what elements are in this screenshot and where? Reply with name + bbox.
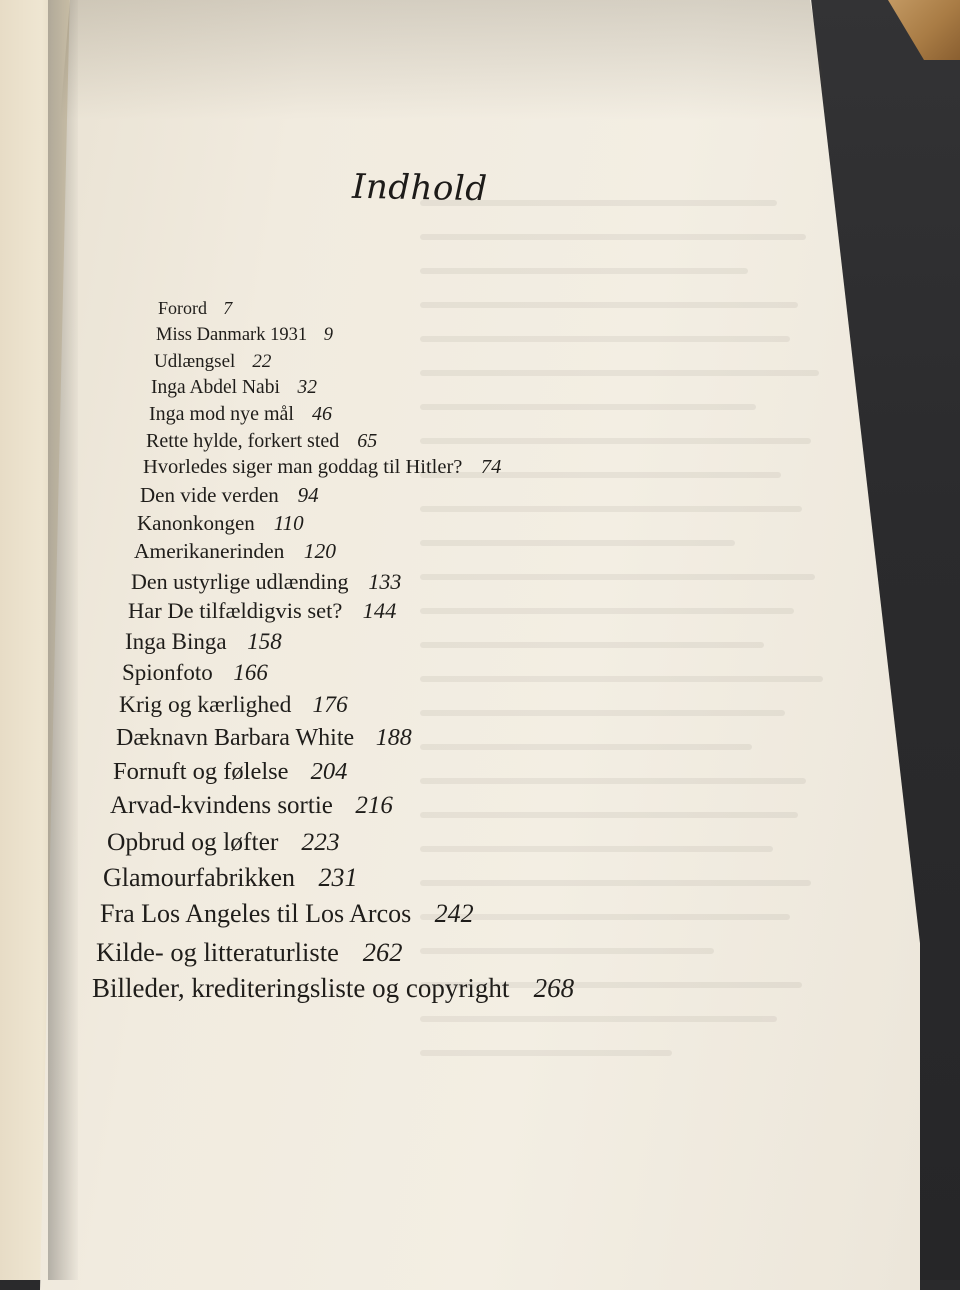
toc-entry bbox=[92, 973, 574, 1004]
toc-entry-title: Den vide verden bbox=[140, 483, 279, 507]
toc-entry-title: Glamourfabrikken bbox=[103, 863, 296, 892]
toc-entry bbox=[137, 511, 304, 536]
toc-entry-title: Hvorledes siger man goddag til Hitler? bbox=[143, 456, 463, 478]
toc-entry bbox=[107, 827, 340, 857]
toc-entry-page-number: 22 bbox=[252, 351, 272, 372]
toc-entry-title: Opbrud og løfter bbox=[107, 827, 279, 856]
toc-entry-title: Fornuft og følelse bbox=[113, 758, 289, 785]
toc-entry-page-number: 144 bbox=[362, 598, 397, 623]
toc-entry-page-number: 133 bbox=[368, 569, 402, 594]
toc-entry-page-number: 176 bbox=[312, 692, 348, 718]
toc-entry-title: Krig og kærlighed bbox=[119, 692, 292, 718]
toc-entry bbox=[131, 569, 401, 595]
toc-entry-page-number: 166 bbox=[233, 660, 268, 685]
toc-entry bbox=[122, 660, 268, 686]
toc-entry-page-number: 9 bbox=[323, 325, 333, 345]
toc-entry bbox=[128, 598, 396, 624]
toc-entry-page-number: 32 bbox=[297, 377, 317, 398]
toc-entry-page-number: 262 bbox=[362, 937, 403, 967]
toc-entry-title: Forord bbox=[158, 298, 207, 318]
toc-entry-title: Inga mod nye mål bbox=[149, 403, 294, 425]
toc-entry bbox=[151, 377, 317, 399]
toc-entry-title: Spionfoto bbox=[122, 660, 213, 685]
toc-entry-page-number: 46 bbox=[311, 403, 332, 425]
toc-entry-title: Fra Los Angeles til Los Arcos bbox=[100, 899, 412, 928]
toc-entry bbox=[110, 792, 393, 820]
toc-entry-title: Inga Binga bbox=[125, 629, 227, 654]
toc-entry bbox=[156, 325, 333, 346]
toc-entry-page-number: 242 bbox=[434, 899, 474, 928]
toc-entry-page-number: 204 bbox=[310, 758, 348, 785]
toc-entry bbox=[158, 298, 232, 319]
toc-entry-title: Billeder, krediteringsliste og copyright bbox=[92, 973, 510, 1003]
toc-entry-title: Arvad-kvindens sortie bbox=[110, 792, 333, 819]
toc-entry bbox=[119, 692, 348, 719]
toc-entry bbox=[103, 863, 357, 893]
page-title: Indhold bbox=[351, 166, 488, 210]
toc-entry bbox=[143, 456, 501, 479]
toc-entry-title: Amerikanerinden bbox=[134, 539, 285, 563]
toc-entry-title: Kanonkongen bbox=[137, 511, 255, 535]
toc-entry-title: Har De tilfældigvis set? bbox=[128, 598, 343, 623]
toc-entry-title: Den ustyrlige udlænding bbox=[131, 569, 349, 594]
toc-entry bbox=[140, 483, 319, 508]
toc-entry-page-number: 188 bbox=[375, 725, 412, 751]
toc-entry-page-number: 110 bbox=[273, 511, 304, 535]
toc-entry-page-number: 158 bbox=[247, 629, 282, 654]
toc-entry bbox=[96, 937, 402, 968]
toc-entry-page-number: 216 bbox=[355, 792, 393, 819]
toc-entry bbox=[125, 629, 282, 655]
toc-entry-page-number: 223 bbox=[301, 827, 340, 856]
toc-entry bbox=[146, 430, 377, 453]
toc-entry bbox=[116, 725, 412, 752]
toc-entry-page-number: 65 bbox=[357, 430, 378, 452]
toc-entry bbox=[113, 758, 347, 786]
toc-entry-title: Kilde- og litteraturliste bbox=[96, 937, 339, 967]
toc-entry-title: Inga Abdel Nabi bbox=[151, 377, 280, 398]
toc-entry-title: Miss Danmark 1931 bbox=[156, 325, 308, 345]
toc-entry-title: Rette hylde, forkert sted bbox=[146, 430, 340, 452]
toc-entry-title: Dæknavn Barbara White bbox=[116, 725, 355, 751]
toc-entry-page-number: 268 bbox=[533, 973, 575, 1003]
toc-entry-page-number: 231 bbox=[318, 863, 358, 892]
toc-entry-page-number: 94 bbox=[297, 483, 319, 507]
toc-entry bbox=[134, 539, 336, 564]
toc-entry-title: Udlængsel bbox=[154, 351, 236, 372]
toc-entry-page-number: 120 bbox=[303, 539, 337, 563]
toc-entry bbox=[100, 899, 474, 929]
toc-entry-page-number: 7 bbox=[223, 298, 233, 318]
toc-entry bbox=[149, 403, 332, 426]
toc-entry-page-number: 74 bbox=[480, 456, 502, 478]
toc-entry bbox=[154, 351, 271, 373]
